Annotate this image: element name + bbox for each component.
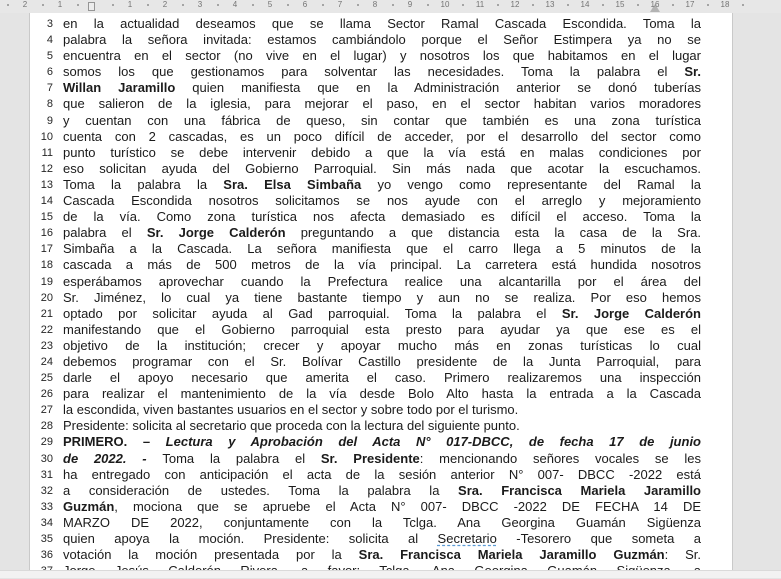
document-line-text[interactable]: [63, 370, 701, 386]
ruler-number: 2: [162, 0, 168, 9]
document-line-text[interactable]: [63, 113, 701, 129]
document-line: [30, 402, 732, 418]
document-line: [30, 451, 732, 467]
document-line: [30, 370, 732, 386]
document-line-text[interactable]: [63, 274, 701, 290]
status-bar: [0, 570, 781, 578]
document-line-text[interactable]: [63, 177, 701, 193]
document-line-text[interactable]: [63, 193, 701, 209]
line-number: 19: [40, 275, 53, 288]
line-number: 30: [40, 452, 53, 465]
document-line-text[interactable]: [63, 96, 701, 112]
document-line-text[interactable]: [63, 451, 701, 467]
line-number: 33: [40, 500, 53, 513]
document-line-text[interactable]: [63, 129, 701, 145]
document-line-text[interactable]: [63, 499, 701, 515]
line-number: 14: [40, 195, 53, 208]
line-number: 15: [40, 211, 53, 224]
ruler-number: 16: [650, 0, 660, 9]
text-segment: votación la moción presentada por la: [63, 547, 359, 563]
text-segment: punto turístico se debe intervenir debido a que la vía está en malas condiciones por: [63, 144, 701, 160]
document-line-text[interactable]: [63, 209, 701, 225]
document-line-text[interactable]: [63, 32, 701, 48]
document-line: [30, 386, 732, 402]
text-segment: Sr.: [684, 64, 701, 80]
document-line-text[interactable]: [63, 515, 701, 531]
document-line-text[interactable]: [63, 241, 701, 257]
document-line: [30, 32, 732, 48]
line-number: 24: [40, 355, 53, 368]
ruler-number: 17: [685, 0, 695, 9]
document-line-text[interactable]: [63, 64, 701, 80]
document-line: [30, 177, 732, 193]
document-line-text[interactable]: [63, 322, 701, 338]
text-segment: esperábamos aprovechar cuando la Prefectura realice una alcantarilla por el área del: [63, 273, 701, 289]
text-segment: , mociona que se apruebe el Acta N° 007- DBCC -2022 DE FECHA 14 DE: [114, 498, 701, 514]
ruler-tick: [77, 4, 79, 6]
ruler-tick: [672, 4, 674, 6]
text-segment: Sra. Elsa Simbaña: [223, 176, 362, 192]
document-line-text[interactable]: [63, 306, 701, 322]
line-number: 10: [40, 130, 53, 143]
text-segment: de la vía. Como zona turística nos afecta demasiado es difícil el acceso. Toma la: [63, 209, 701, 225]
ruler-number: 9: [407, 0, 413, 9]
ruler-number: 4: [232, 0, 238, 9]
line-number: 22: [40, 323, 53, 336]
document-line: [30, 129, 732, 145]
grammar-flagged-word: Secretario: [437, 531, 497, 546]
line-number: 35: [40, 533, 53, 545]
ruler-number: 18: [720, 0, 730, 9]
document-line-text[interactable]: [63, 161, 701, 177]
ruler-number: 14: [580, 0, 590, 9]
text-segment: Presidente: solicita al secretario que proceda con la lectura del siguiente punto.: [63, 418, 520, 434]
document-line: [30, 467, 732, 483]
document-line-text[interactable]: [63, 354, 701, 370]
line-number: 5: [46, 50, 53, 63]
horizontal-ruler[interactable]: [0, 0, 781, 13]
ruler-number: 1: [127, 0, 133, 9]
ruler-tick: [392, 4, 394, 6]
document-line: [30, 274, 732, 290]
text-segment: yo vengo como representante del Ramal la: [361, 176, 701, 192]
text-segment: encuentra en el sector (no vive en el lugar) y nosotros los que habitamos en el lugar: [63, 48, 701, 64]
line-number: 12: [40, 162, 53, 175]
line-number: 28: [40, 420, 53, 433]
ruler-tick: [742, 4, 744, 6]
text-segment: darle el apoyo necesario que amerita el caso. Primero realizaremos una inspección: [63, 370, 701, 386]
text-segment: Sr. Presidente: [320, 450, 420, 466]
text-segment: Guzmán: [63, 498, 115, 514]
document-lines[interactable]: [30, 16, 732, 579]
ruler-tick: [42, 4, 44, 6]
line-number: 29: [40, 436, 53, 449]
line-number: 17: [40, 243, 53, 256]
document-line: [30, 48, 732, 64]
document-page[interactable]: [29, 13, 733, 570]
document-line: [30, 80, 732, 96]
document-line: [30, 145, 732, 161]
text-segment: Sr. Jorge Calderón: [146, 225, 286, 241]
text-segment: manifestando que el Gobierno parroquial esta presto para ayudar ya que ese es el: [63, 321, 701, 337]
document-line: [30, 96, 732, 112]
document-line: [30, 483, 732, 499]
document-line: [30, 64, 732, 80]
line-number: 9: [46, 114, 53, 127]
text-segment: Sra. Francisca Mariela Jaramillo Guzmán: [358, 547, 665, 563]
text-segment: -Tesorero que someta a: [496, 531, 702, 546]
ruler-tick: [147, 4, 149, 6]
document-line: [30, 209, 732, 225]
line-number: 7: [46, 82, 53, 95]
ruler-number: 2: [22, 0, 28, 9]
hanging-indent-marker[interactable]: [88, 2, 95, 11]
text-segment: optado por solicitar ayuda al Gad parroquial. Toma la palabra el: [63, 305, 562, 321]
document-line-text[interactable]: [63, 531, 701, 547]
document-line-text[interactable]: [63, 483, 701, 499]
ruler-tick: [322, 4, 324, 6]
text-segment: Cascada Escondida nosotros solicitamos se nos ayude con el arreglo y mejoramiento: [63, 193, 701, 209]
ruler-number: 15: [615, 0, 625, 9]
ruler-number: 7: [337, 0, 343, 9]
text-segment: Sr. Jorge Calderón: [561, 305, 701, 321]
ruler-tick: [217, 4, 219, 6]
ruler-tick: [567, 4, 569, 6]
document-line: [30, 113, 732, 129]
ruler-tick: [7, 4, 9, 6]
line-number: 11: [41, 146, 53, 159]
text-segment: para realizar el mantenimiento de la vía desde Bolo Alto hasta la entrada a la Cascada: [63, 386, 701, 402]
ruler-tick: [497, 4, 499, 6]
line-number: 32: [40, 484, 53, 497]
text-segment: Sr. Jiménez, lo cual ya tiene bastante tiempo y aun no se realiza. Por eso hemos: [63, 289, 701, 305]
line-number: 26: [40, 388, 53, 401]
line-number: 8: [46, 98, 53, 111]
line-number: 25: [40, 372, 53, 385]
line-number: 16: [40, 227, 53, 240]
document-line-text[interactable]: [63, 467, 701, 483]
text-segment: Toma la palabra la: [63, 176, 224, 192]
text-segment: debemos programar con el Sr. Bolívar Castillo presidente de la Junta Parroquial, para: [63, 353, 701, 369]
document-line: [30, 418, 732, 434]
ruler-number: 5: [267, 0, 273, 9]
document-line-text[interactable]: [63, 80, 701, 96]
document-line: [30, 193, 732, 209]
text-segment: Willan Jaramillo: [63, 80, 176, 96]
line-number: 27: [40, 404, 53, 417]
document-line: [30, 434, 732, 450]
text-segment: ha entregado con anticipación el acta de la sesión anterior N° 007- DBCC -2022 está: [63, 466, 701, 482]
text-segment: Simbaña a la Cascada. La señora manifiesta que el carro llega a 5 minutos de la: [63, 241, 701, 257]
document-line: [30, 322, 732, 338]
text-segment: quien apoya la moción. Presidente: solicita al: [63, 531, 438, 546]
document-line-text[interactable]: [63, 402, 701, 418]
text-segment: Sra. Francisca Mariela Jaramillo: [458, 482, 701, 498]
ruler-tick: [357, 4, 359, 6]
text-segment: MARZO DE 2022, conjuntamente con la Tclga. Ana Georgina Guamán Sigüenza: [63, 514, 701, 530]
document-line: [30, 290, 732, 306]
document-line: [30, 515, 732, 531]
text-segment: palabra la señora invitada: estamos cambiándolo porque el Señor Estimpera ya no se: [63, 32, 701, 48]
ruler-tick: [287, 4, 289, 6]
document-line: [30, 225, 732, 241]
document-line-text[interactable]: [63, 145, 701, 161]
document-line: [30, 499, 732, 515]
line-number: 34: [40, 516, 53, 529]
text-segment: quien manifiesta que en la Administración anterior se donó tuberías: [175, 80, 701, 96]
text-segment: eso solicitan ayuda del Gobierno Parroquial. Sin más nada que acotar la escuchamos.: [63, 160, 701, 176]
ruler-tick: [427, 4, 429, 6]
document-line: [30, 16, 732, 32]
document-line: [30, 547, 732, 563]
document-line: [30, 241, 732, 257]
document-line-text[interactable]: [63, 225, 701, 241]
ruler-tick: [707, 4, 709, 6]
text-segment: de 2022. -: [63, 450, 163, 466]
document-line: [30, 306, 732, 322]
document-line-text[interactable]: [63, 547, 701, 563]
text-segment: cascada a más de 500 metros de la vía principal. La carretera está hundida nosotros: [63, 257, 701, 273]
ruler-number: 10: [440, 0, 450, 9]
line-number: 13: [40, 178, 53, 191]
text-segment: cuenta con 2 cascadas, es un poco difícil de acceder, por el desarrollo del sector como: [63, 128, 701, 144]
ruler-number: 12: [510, 0, 520, 9]
text-segment: PRIMERO. –: [63, 434, 166, 450]
document-line: [30, 354, 732, 370]
document-line-text[interactable]: [63, 418, 701, 434]
ruler-number: 13: [545, 0, 555, 9]
text-segment: Toma la palabra el: [162, 450, 321, 466]
ruler-number: 1: [57, 0, 63, 9]
document-line: [30, 257, 732, 273]
text-segment: palabra el: [63, 225, 147, 241]
ruler-tick: [602, 4, 604, 6]
text-segment: Lectura y Aprobación del Acta N° 017-DBCC, de fecha 17 de junio: [165, 434, 701, 450]
ruler-number: 3: [197, 0, 203, 9]
text-segment: : Sr.: [664, 547, 702, 563]
ruler-tick: [637, 4, 639, 6]
line-number: 20: [40, 291, 53, 304]
ruler-number: 8: [372, 0, 378, 9]
text-segment: preguntando a que distancia esta la casa de la Sra.: [285, 225, 701, 241]
line-number: 4: [46, 34, 53, 47]
document-line-text[interactable]: [63, 16, 701, 32]
text-segment: que salieron de la iglesia, para mejorar el paso, en el sector habitan varios moradores: [63, 96, 701, 112]
line-number: 18: [40, 259, 53, 272]
ruler-tick: [532, 4, 534, 6]
line-number: 3: [46, 18, 53, 30]
line-number: 23: [40, 339, 53, 352]
line-number: 31: [40, 468, 53, 481]
document-line: [30, 531, 732, 547]
ruler-tick: [112, 4, 114, 6]
line-number: 21: [40, 307, 53, 320]
line-number: 36: [40, 549, 53, 562]
text-segment: objetivo de la institución; crecer y apoyar mucho más en zonas turísticas lo cual: [63, 337, 701, 353]
ruler-tick: [182, 4, 184, 6]
document-line-text[interactable]: [63, 386, 701, 402]
ruler-tick: [252, 4, 254, 6]
document-line-text[interactable]: [63, 338, 701, 354]
text-segment: somos los que gestionamos para solventar las necesidades. Toma la palabra el: [63, 64, 685, 80]
text-segment: la escondida, viven bastantes usuarios en el sector y sobre todo por el turismo.: [63, 402, 519, 418]
line-number: 6: [46, 66, 53, 79]
ruler-number: 11: [475, 0, 485, 9]
text-segment: y cuentan con una fábrica de queso, sin contar que también es una zona turística: [63, 112, 701, 128]
document-line-text[interactable]: [63, 434, 701, 450]
document-line-text[interactable]: [63, 257, 701, 273]
text-segment: en la actualidad deseamos que se llama Sector Ramal Cascada Escondida. Toma la: [63, 16, 701, 31]
document-line-text[interactable]: [63, 290, 701, 306]
document-line-text[interactable]: [63, 48, 701, 64]
ruler-tick: [462, 4, 464, 6]
document-line: [30, 338, 732, 354]
text-segment: a consideración de ustedes. Toma la palabra la: [63, 482, 459, 498]
document-line: [30, 161, 732, 177]
ruler-number: 6: [302, 0, 308, 9]
text-segment: : mencionando señores vocales se les: [419, 450, 701, 466]
